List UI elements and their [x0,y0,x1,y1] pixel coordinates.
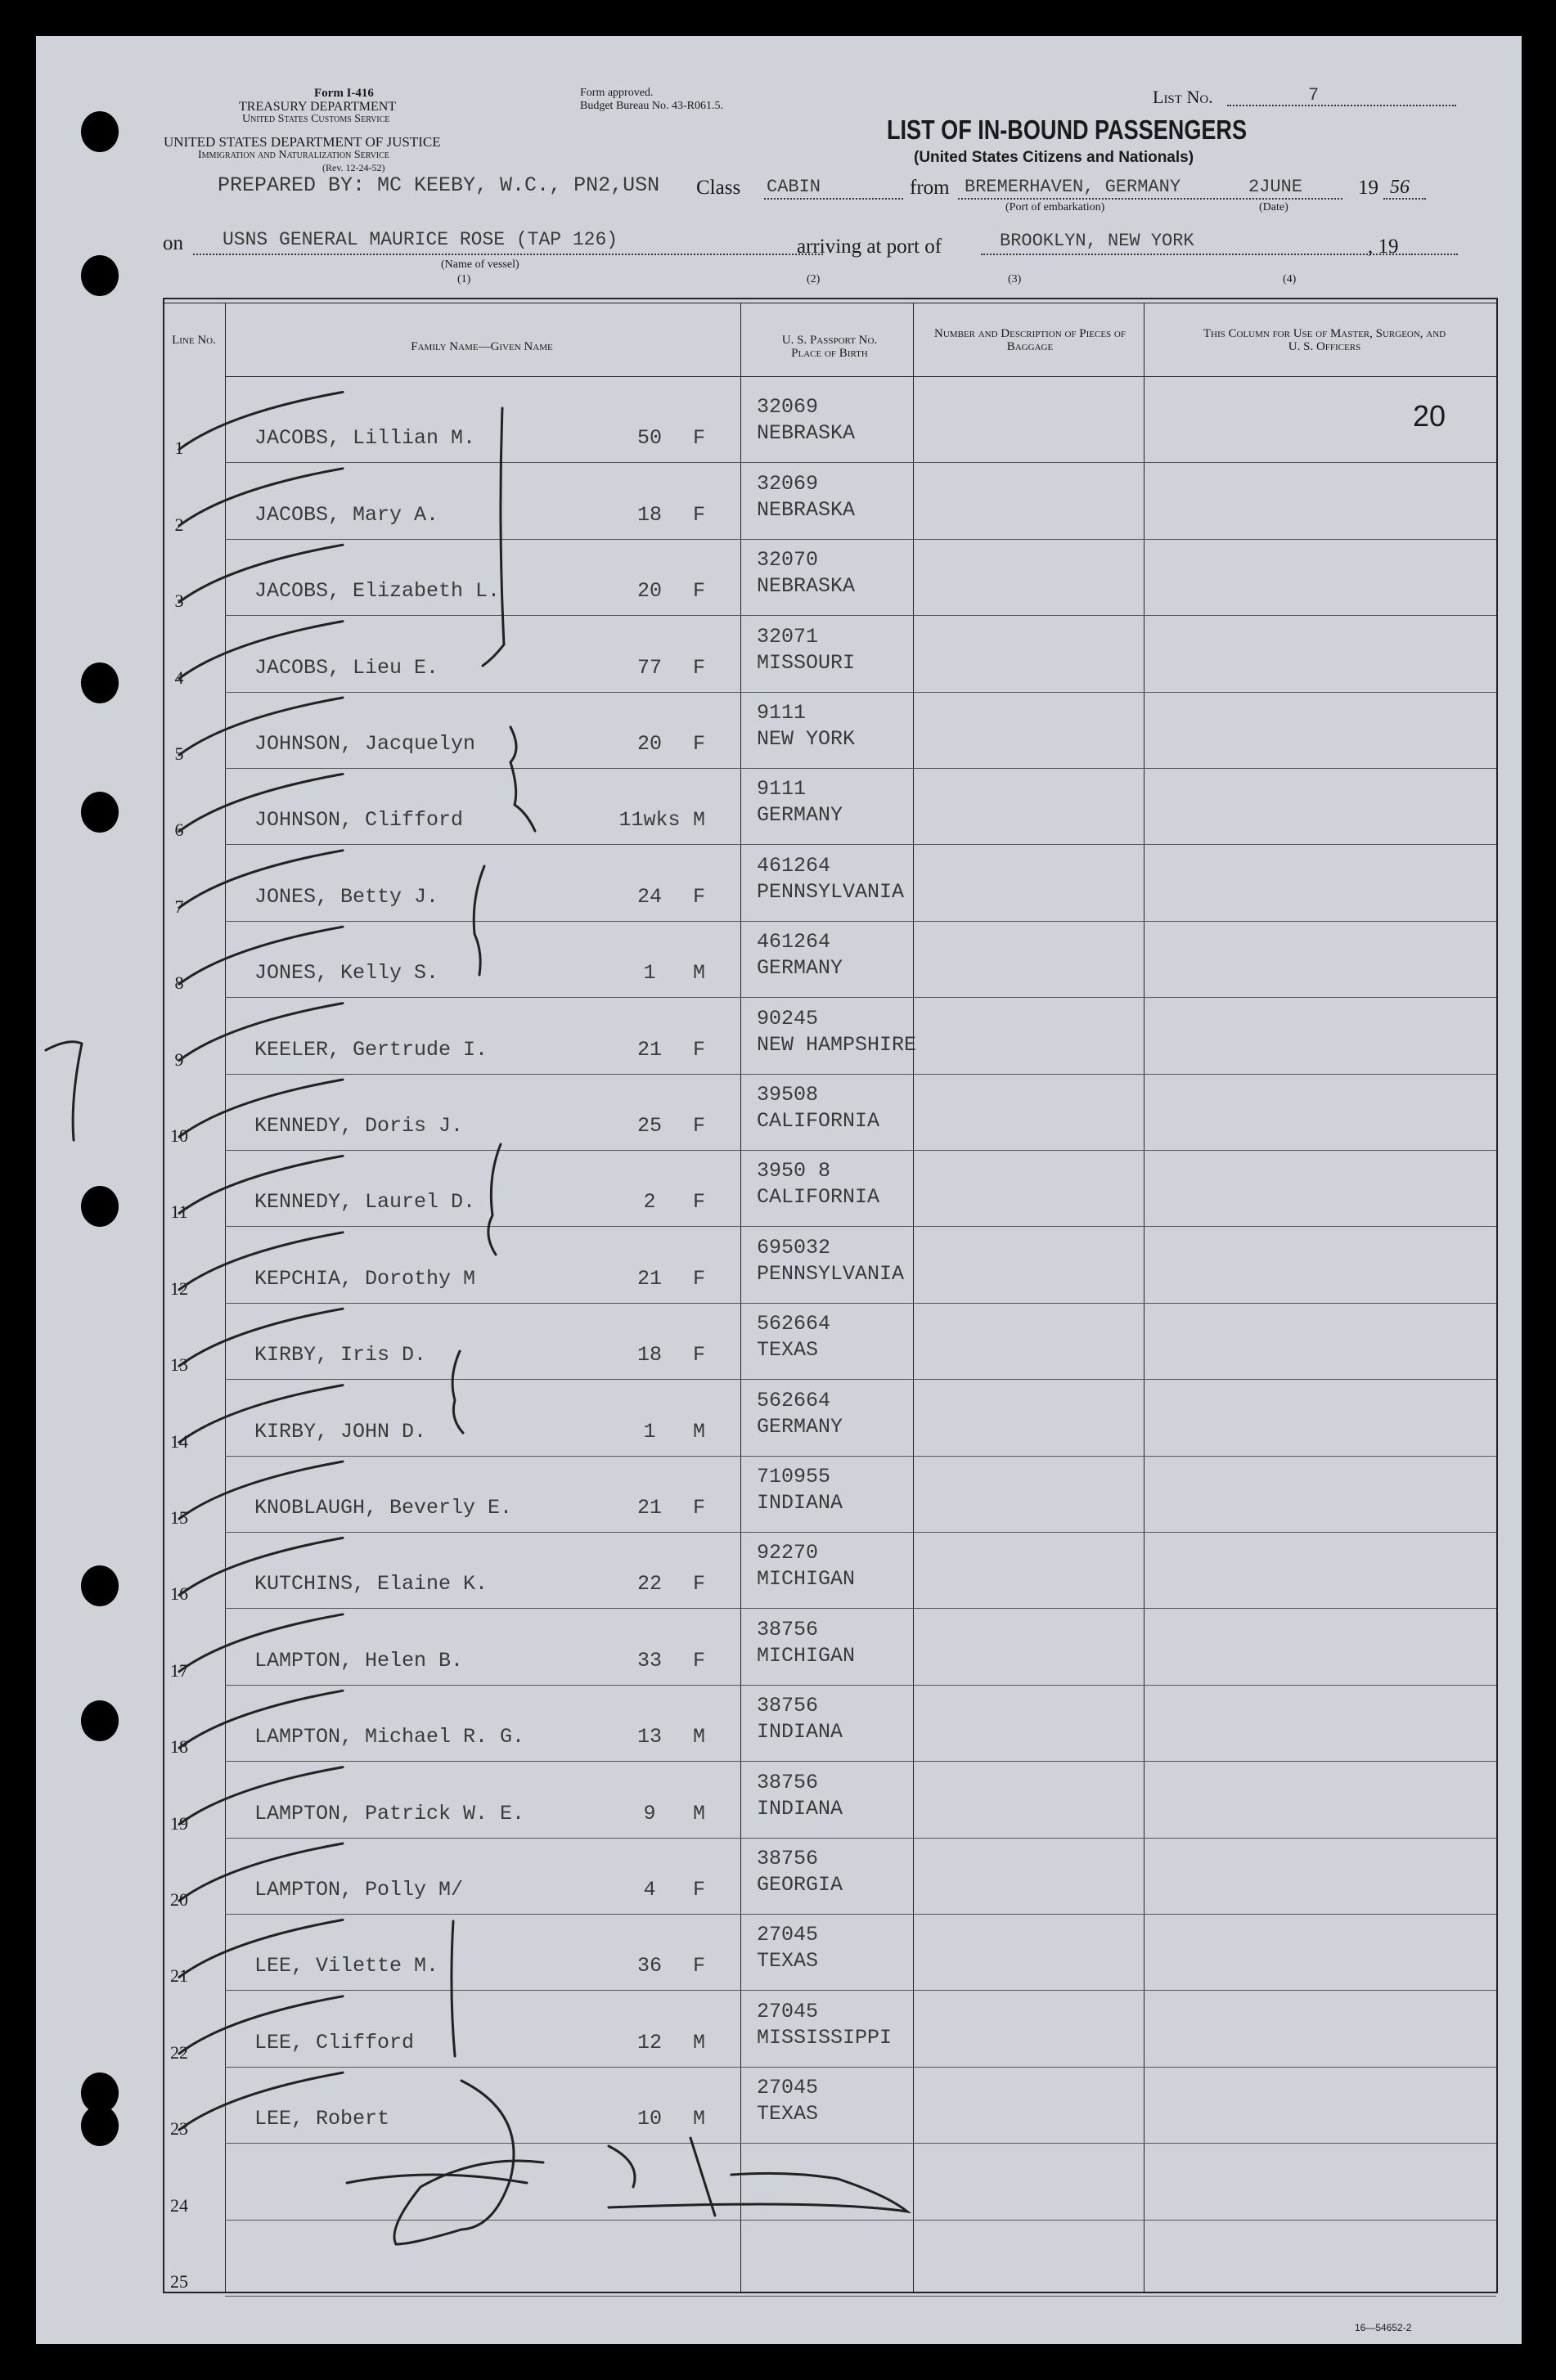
justice-dept: UNITED STATES DEPARTMENT OF JUSTICE [164,134,441,150]
customs-service: United States Customs Service [242,113,390,125]
from-label: from [910,177,950,199]
line-number: 9 [174,1049,184,1070]
passport-number: 92270 [757,1541,819,1565]
passenger-name: KENNEDY, Doris J. [254,1113,464,1138]
checkmark-stroke [179,1614,343,1672]
place-of-birth: NEW HAMPSHIRE [757,1032,917,1057]
col-num-4: (4) [1283,273,1297,285]
bracket-mark [452,1351,463,1433]
passenger-name: KUTCHINS, Elaine K. [254,1572,488,1596]
from-value: BREMERHAVEN, GERMANY [965,177,1181,197]
place-of-birth: INDIANA [757,1796,843,1821]
passenger-name: LEE, Vilette M. [254,1954,439,1978]
line-number: 25 [170,2270,188,2292]
passport-number: 27045 [757,1923,819,1947]
checkmark-stroke [179,392,343,449]
line-number: 16 [170,1583,188,1605]
passport-number: 710955 [757,1464,831,1489]
checkmark-stroke [179,927,343,984]
passenger-sex: M [693,1725,706,1749]
passenger-age: 22 [636,1572,662,1596]
passport-number: 32071 [757,624,819,649]
passport-number: 27045 [757,1999,819,2023]
line-number: 10 [170,1125,188,1146]
passenger-sex: F [693,426,706,451]
passenger-sex: M [693,961,706,986]
place-of-birth: MISSISSIPPI [757,2025,893,2050]
passenger-age: 4 [643,1877,656,1902]
line-number: 19 [170,1812,188,1834]
line-number: 22 [170,2041,188,2063]
form-number: Form I-416 [314,87,374,100]
header-passport: U. S. Passport No. Place of Birth [781,334,878,360]
bracket-mark [510,727,535,831]
passenger-age: 1 [643,961,656,986]
passenger-sex: F [693,1266,706,1291]
place-of-birth: NEW YORK [757,726,856,751]
line-number: 5 [174,743,184,764]
margin-count: 20 [1413,399,1446,433]
passport-number: 38756 [757,1770,819,1794]
passenger-name: JACOBS, Mary A. [254,502,439,527]
passenger-name: KIRBY, JOHN D. [254,1419,427,1444]
header-baggage: Number and Description of Pieces of Baggage [934,327,1126,353]
passenger-age: 24 [636,884,662,909]
place-of-birth: PENNSYLVANIA [757,879,905,904]
checkmark-stroke [179,1156,343,1213]
passenger-age: 36 [636,1954,662,1978]
place-of-birth: TEXAS [757,1949,819,1974]
checkmark-stroke [179,2072,343,2130]
passport-number: 3950 8 [757,1159,831,1183]
manifest-page [36,36,1522,2344]
class-label: Class [696,177,741,199]
line-number: 21 [170,1965,188,1987]
line-number: 8 [174,972,184,994]
checkmark-stroke [179,1538,343,1595]
checkmark-stroke [179,1462,343,1519]
passport-number: 562664 [757,1312,831,1336]
passenger-name: KEPCHIA, Dorothy M [254,1266,476,1291]
passenger-age: 77 [636,655,662,680]
place-of-birth: MISSOURI [757,650,856,675]
checkmark-stroke [179,1233,343,1290]
checkmark-stroke [179,469,343,526]
passport-number: 695032 [757,1235,831,1260]
ins-service: Immigration and Naturalization Service [198,149,389,161]
place-of-birth: GERMANY [757,1414,843,1439]
line-number: 1 [174,438,184,459]
passenger-sex: F [693,1190,706,1215]
checkmark-stroke [179,851,343,908]
line-number: 18 [170,1736,188,1758]
on-label: on [163,232,183,254]
header-name: Family Name—Given Name [411,340,553,353]
place-of-birth: GEORGIA [757,1872,843,1897]
line-number: 20 [170,1888,188,1910]
passenger-age: 25 [636,1113,662,1138]
passenger-sex: F [693,1495,706,1520]
checkmark-stroke [179,1080,343,1137]
passport-number: 39508 [757,1082,819,1107]
passenger-sex: M [693,2107,706,2131]
passenger-age: 13 [636,1725,662,1749]
header-officers: This Column for Use of Master, Surgeon, and U. S. Officers [1203,327,1446,353]
passport-number: 90245 [757,1006,819,1031]
checkmark-stroke [179,1767,343,1825]
form-approved: Form approved. [580,87,654,99]
place-of-birth: CALIFORNIA [757,1108,880,1133]
passenger-age: 18 [636,502,662,527]
passport-number: 38756 [757,1617,819,1641]
passport-number: 32070 [757,548,819,573]
list-no-label: List No. [1153,87,1213,107]
col-num-2: (2) [807,273,821,285]
bracket-mark [452,1921,455,2056]
place-of-birth: NEBRASKA [757,421,856,446]
line-number: 23 [170,2118,188,2140]
passenger-sex: M [693,1419,706,1444]
class-value: CABIN [767,177,821,197]
passenger-name: JONES, Betty J. [254,884,439,909]
passenger-age: 20 [636,731,662,756]
passport-number: 27045 [757,2076,819,2100]
passenger-name: LEE, Robert [254,2107,390,2131]
passport-number: 32069 [757,471,819,496]
checkmark-stroke [179,1309,343,1366]
place-of-birth: CALIFORNIA [757,1185,880,1210]
line-number: 15 [170,1507,188,1528]
line-number: 13 [170,1354,188,1376]
passenger-sex: M [693,808,706,833]
passenger-age: 2 [643,1190,656,1215]
line-number: 2 [174,514,184,535]
passenger-sex: M [693,2030,706,2054]
checkmark-stroke [179,774,343,831]
passenger-age: 21 [636,1037,662,1062]
signature-mark [347,2081,907,2244]
treasury-dept: TREASURY DEPARTMENT [239,100,397,114]
passenger-age: 1 [643,1419,656,1444]
passport-number: 9111 [757,777,807,802]
checkmark-stroke [179,1996,343,2054]
place-of-birth: INDIANA [757,1490,843,1515]
place-of-birth: TEXAS [757,2102,819,2126]
passenger-age: 33 [636,1648,662,1673]
passenger-sex: F [693,502,706,527]
vessel-name: USNS GENERAL MAURICE ROSE (TAP 126) [223,229,618,250]
prepared-by: PREPARED BY: MC KEEBY, W.C., PN2,USN [218,173,660,197]
passport-number: 461264 [757,930,831,954]
date-value: 2JUNE [1248,177,1303,197]
margin-pen-mark [46,1042,82,1140]
arrival-port: BROOKLYN, NEW YORK [1000,231,1194,251]
passport-number: 461264 [757,853,831,878]
passport-number: 9111 [757,700,807,725]
passenger-sex: F [693,1877,706,1902]
line-number: 12 [170,1278,188,1299]
revision: (Rev. 12-24-52) [322,162,385,173]
year2-prefix: , 19 [1368,236,1399,258]
port-caption: (Port of embarkation) [1005,201,1105,213]
passenger-sex: F [693,884,706,909]
passenger-sex: F [693,731,706,756]
line-number: 3 [174,591,184,612]
passenger-sex: F [693,1572,706,1596]
checkmark-stroke [179,1385,343,1443]
arriving-label: arriving at port of [797,236,942,258]
passenger-sex: F [693,579,706,604]
passport-number: 562664 [757,1388,831,1412]
budget-bureau: Budget Bureau No. 43-R061.5. [580,100,723,112]
checkmark-stroke [179,1691,343,1748]
passenger-name: JACOBS, Lieu E. [254,655,439,680]
col-num-3: (3) [1008,273,1022,285]
line-number: 4 [174,667,184,688]
passenger-age: 50 [636,426,662,451]
passenger-sex: F [693,655,706,680]
handwritten-marks [36,36,1522,2344]
place-of-birth: TEXAS [757,1338,819,1363]
passenger-name: LAMPTON, Michael R. G. [254,1725,525,1749]
passenger-age: 18 [636,1343,662,1367]
place-of-birth: GERMANY [757,803,843,828]
passenger-name: KIRBY, Iris D. [254,1343,427,1367]
passenger-name: JACOBS, Lillian M. [254,426,476,451]
place-of-birth: NEBRASKA [757,497,856,522]
line-number: 7 [174,896,184,917]
passenger-sex: F [693,1648,706,1673]
place-of-birth: INDIANA [757,1720,843,1745]
passenger-age: 21 [636,1266,662,1291]
checkmark-stroke [179,622,343,679]
place-of-birth: MICHIGAN [757,1643,856,1668]
passenger-name: LAMPTON, Patrick W. E. [254,1801,525,1825]
passenger-name: JOHNSON, Jacquelyn [254,731,476,756]
passenger-name: LAMPTON, Polly M/ [254,1877,464,1902]
checkmark-stroke [179,1920,343,1977]
passenger-name: KEELER, Gertrude I. [254,1037,488,1062]
passenger-age: 21 [636,1495,662,1520]
place-of-birth: NEBRASKA [757,574,856,599]
bracket-mark [483,408,504,666]
checkmark-stroke [179,698,343,755]
list-no-value: 7 [1308,85,1320,106]
passport-number: 38756 [757,1694,819,1718]
passenger-age: 9 [643,1801,656,1825]
passenger-sex: F [693,1113,706,1138]
passenger-name: LEE, Clifford [254,2030,415,2054]
place-of-birth: MICHIGAN [757,1567,856,1592]
checkmark-stroke [179,1843,343,1901]
passenger-name: JONES, Kelly S. [254,961,439,986]
passport-number: 32069 [757,395,819,420]
bracket-mark [488,1144,501,1255]
passenger-sex: M [693,1801,706,1825]
checkmark-stroke [179,545,343,602]
place-of-birth: GERMANY [757,956,843,981]
line-number: 6 [174,820,184,841]
line-number: 17 [170,1659,188,1681]
line-number: 24 [170,2194,188,2216]
col-num-1: (1) [457,273,471,285]
date-caption: (Date) [1259,201,1288,213]
passenger-age: 12 [636,2030,662,2054]
page-subtitle: (United States Citizens and Nationals) [914,149,1194,166]
line-number: 14 [170,1430,188,1452]
passport-number: 38756 [757,1846,819,1870]
passenger-sex: F [693,1954,706,1978]
passenger-name: JOHNSON, Clifford [254,808,464,833]
footer-code: 16—54652-2 [1355,2322,1412,2333]
year-prefix: 19 [1358,177,1378,199]
passenger-name: KNOBLAUGH, Beverly E. [254,1495,513,1520]
line-number: 11 [170,1201,188,1223]
checkmark-stroke [179,1004,343,1061]
passenger-sex: F [693,1037,706,1062]
passenger-sex: F [693,1343,706,1367]
header-line-no: Line No. [172,334,216,347]
passenger-name: JACOBS, Elizabeth L. [254,579,501,604]
passenger-name: KENNEDY, Laurel D. [254,1190,476,1215]
year-value: 56 [1390,177,1410,198]
passenger-name: LAMPTON, Helen B. [254,1648,464,1673]
bracket-mark [474,866,484,975]
passenger-age: 20 [636,579,662,604]
place-of-birth: PENNSYLVANIA [757,1261,905,1286]
page-title: LIST OF IN-BOUND PASSENGERS [887,115,1248,145]
vessel-caption: (Name of vessel) [441,258,519,271]
passenger-age: 10 [636,2107,662,2131]
passenger-age: 11wks [618,808,681,833]
